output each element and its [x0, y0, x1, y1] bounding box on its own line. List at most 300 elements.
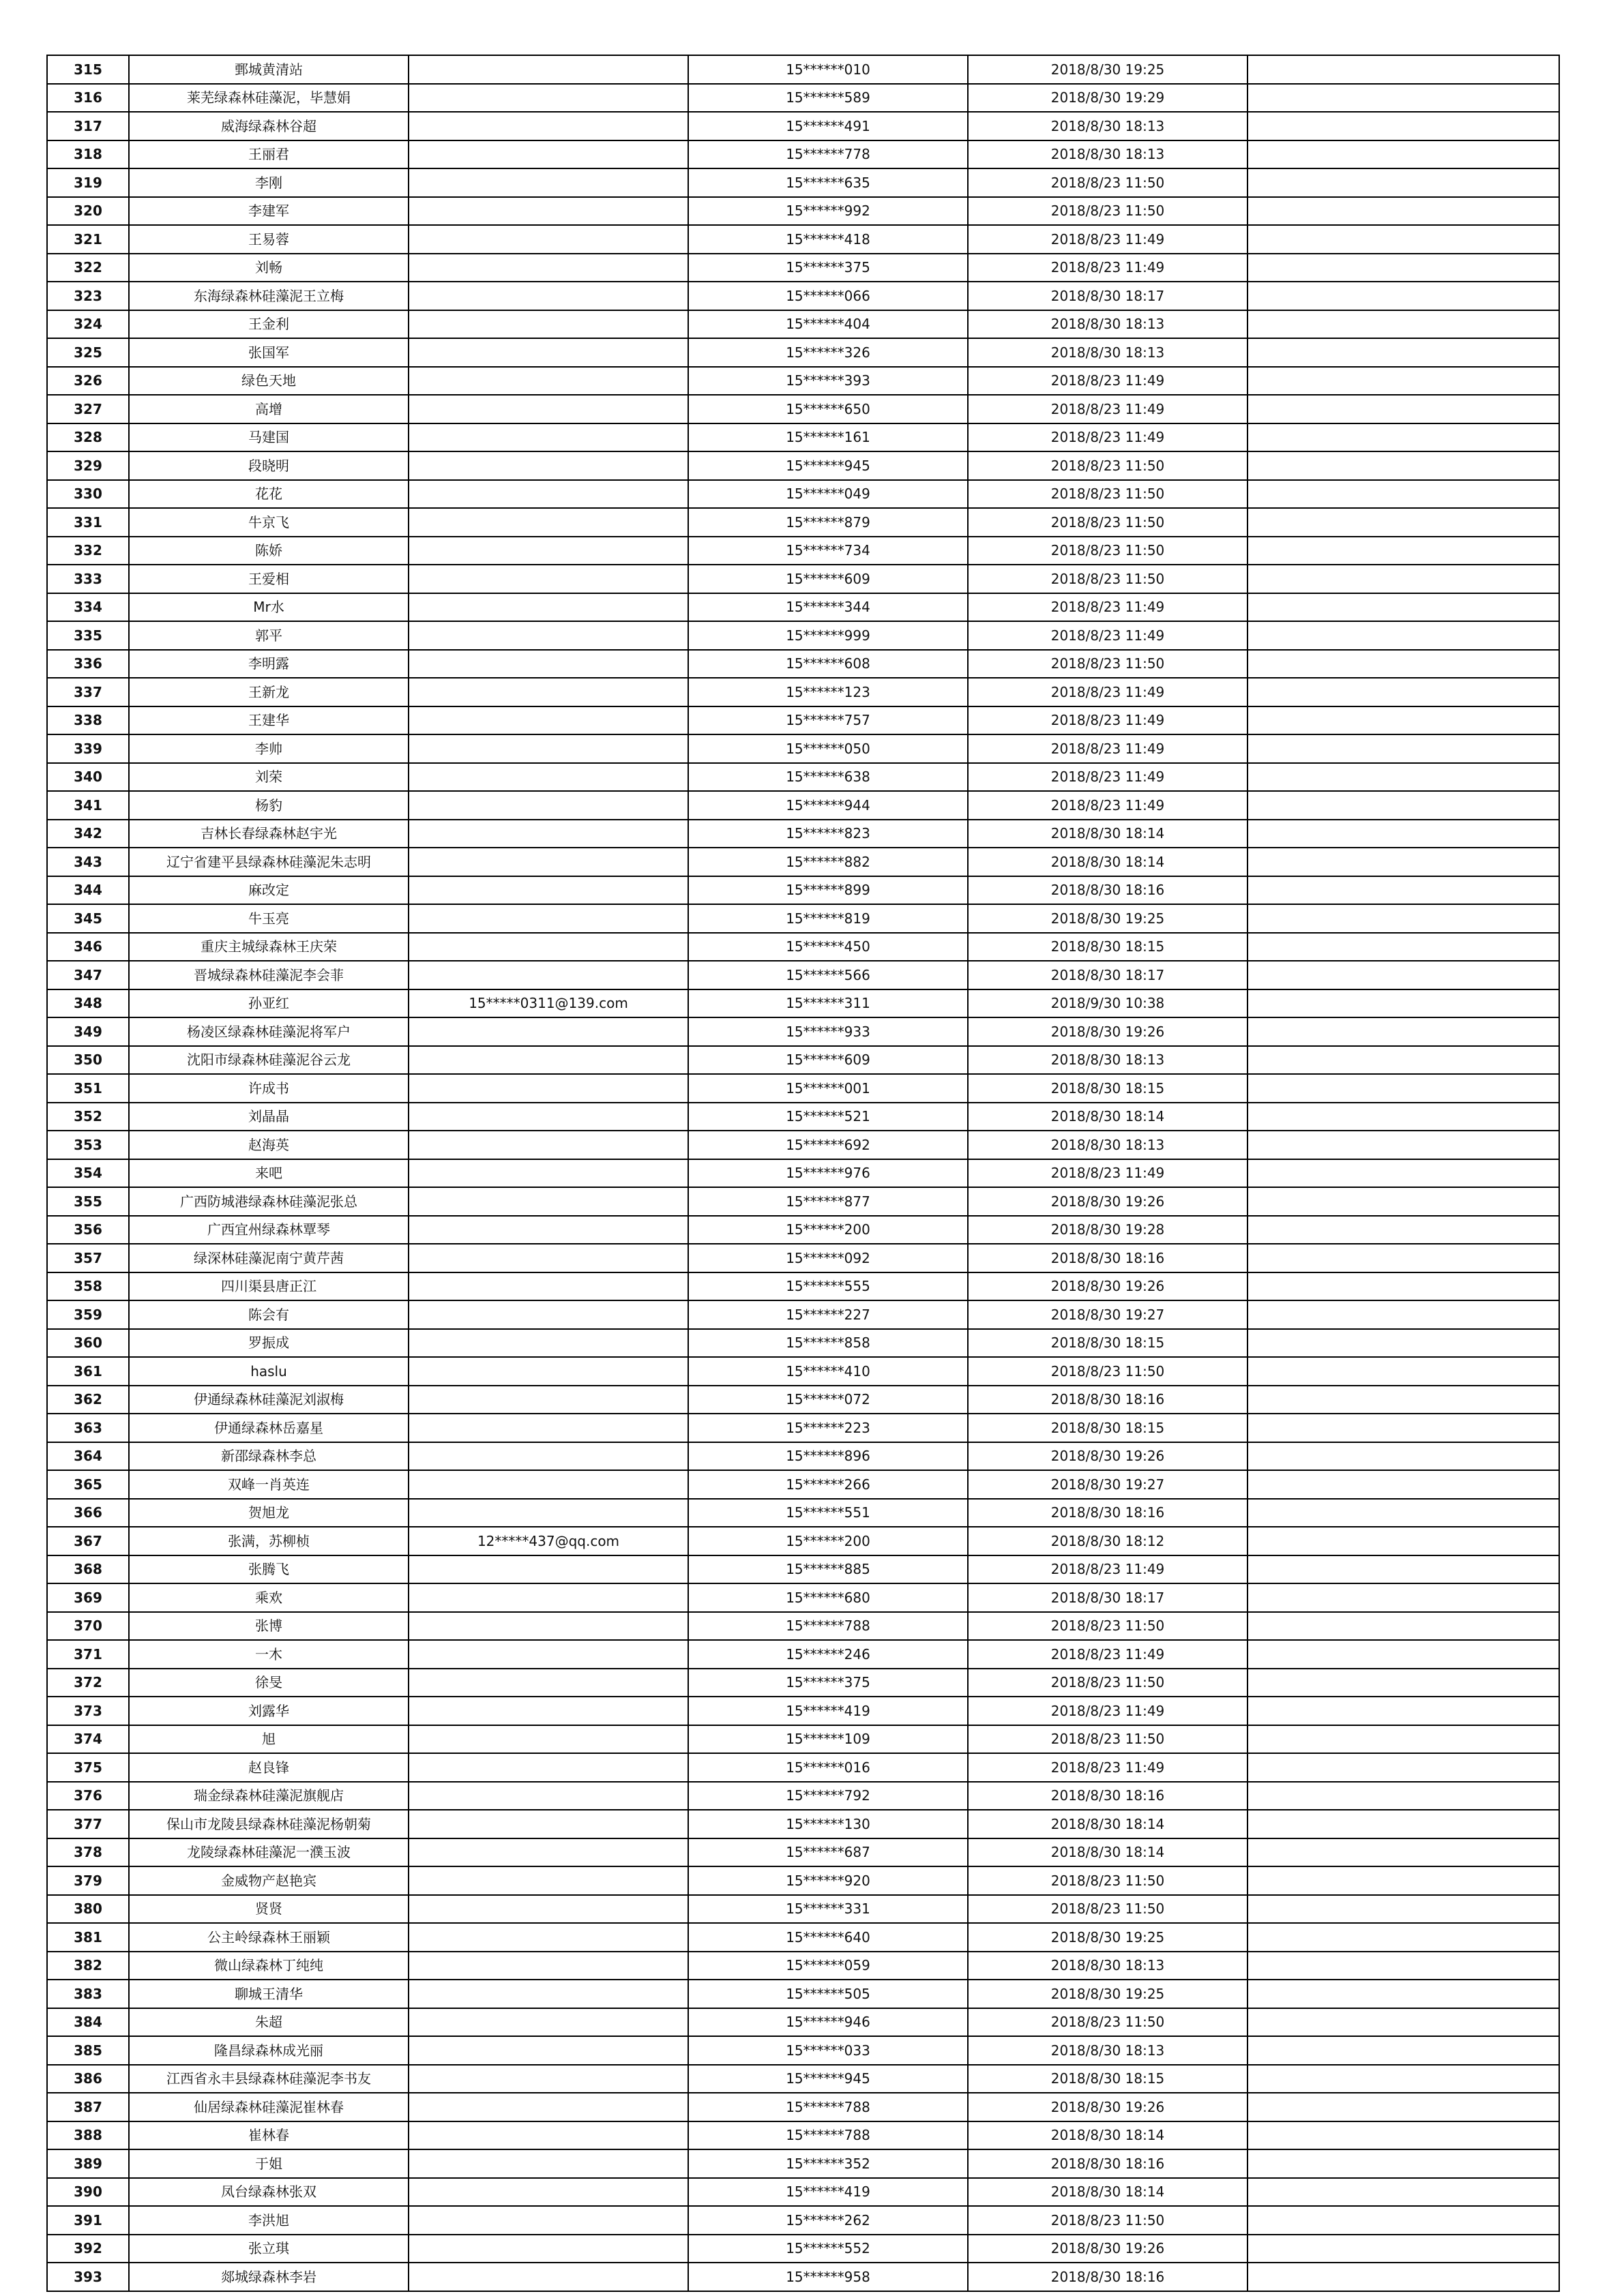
cell-phone: 15******344: [688, 593, 968, 622]
cell-row-number: 387: [47, 2093, 129, 2121]
cell-email: [409, 1386, 688, 1414]
cell-email: [409, 395, 688, 423]
cell-phone: 15******680: [688, 1583, 968, 1612]
cell-extra: [1247, 593, 1559, 622]
cell-name: 赵海英: [129, 1131, 409, 1159]
cell-timestamp: 2018/8/23 11:49: [968, 367, 1247, 396]
cell-timestamp: 2018/8/23 11:49: [968, 706, 1247, 735]
cell-extra: [1247, 1697, 1559, 1725]
cell-row-number: 346: [47, 933, 129, 961]
data-table: [46, 55, 1560, 2292]
table-row: [47, 1583, 1559, 1612]
cell-timestamp: 2018/8/23 11:49: [968, 1753, 1247, 1782]
cell-timestamp: 2018/8/23 11:50: [968, 168, 1247, 197]
cell-row-number: 327: [47, 395, 129, 423]
cell-row-number: 320: [47, 197, 129, 226]
cell-email: [409, 1329, 688, 1358]
cell-phone: 15******823: [688, 820, 968, 848]
table-row: [47, 1499, 1559, 1527]
table-row: [47, 1103, 1559, 1131]
cell-phone: 15******227: [688, 1300, 968, 1329]
cell-email: [409, 338, 688, 367]
cell-phone: 15******650: [688, 395, 968, 423]
cell-name: 威海绿森林谷超: [129, 112, 409, 140]
cell-row-number: 371: [47, 1640, 129, 1669]
cell-row-number: 338: [47, 706, 129, 735]
table-row: [47, 197, 1559, 226]
cell-email: [409, 763, 688, 792]
table-row: [47, 1753, 1559, 1782]
cell-email: [409, 1555, 688, 1584]
cell-extra: [1247, 1272, 1559, 1301]
cell-phone: 15******858: [688, 1329, 968, 1358]
cell-email: [409, 1187, 688, 1216]
cell-extra: [1247, 1669, 1559, 1697]
cell-row-number: 368: [47, 1555, 129, 1584]
cell-name: 王金利: [129, 310, 409, 339]
cell-row-number: 358: [47, 1272, 129, 1301]
cell-name: 牛京飞: [129, 508, 409, 537]
cell-timestamp: 2018/8/30 18:13: [968, 1952, 1247, 1980]
cell-name: 徐旻: [129, 1669, 409, 1697]
cell-name: 郯城绿森林李岩: [129, 2263, 409, 2291]
cell-extra: [1247, 961, 1559, 989]
cell-timestamp: 2018/8/30 18:17: [968, 1583, 1247, 1612]
cell-email: [409, 140, 688, 169]
cell-timestamp: 2018/8/30 18:16: [968, 1499, 1247, 1527]
cell-email: [409, 1782, 688, 1810]
cell-email: [409, 1612, 688, 1641]
cell-row-number: 386: [47, 2065, 129, 2093]
cell-row-number: 367: [47, 1527, 129, 1555]
cell-timestamp: 2018/8/23 11:50: [968, 451, 1247, 480]
table-row: [47, 225, 1559, 254]
table-row: [47, 2263, 1559, 2291]
cell-timestamp: 2018/8/30 18:13: [968, 2036, 1247, 2065]
cell-extra: [1247, 1725, 1559, 1754]
cell-timestamp: 2018/8/30 19:26: [968, 1187, 1247, 1216]
cell-phone: 15******266: [688, 1470, 968, 1499]
table-row: [47, 1216, 1559, 1244]
cell-extra: [1247, 1952, 1559, 1980]
cell-row-number: 380: [47, 1895, 129, 1924]
cell-email: [409, 1669, 688, 1697]
cell-timestamp: 2018/8/23 11:50: [968, 565, 1247, 593]
cell-name: 瑞金绿森林硅藻泥旗舰店: [129, 1782, 409, 1810]
cell-email: [409, 2263, 688, 2291]
cell-name: 新邵绿森林李总: [129, 1442, 409, 1471]
cell-extra: [1247, 2036, 1559, 2065]
cell-timestamp: 2018/8/30 18:16: [968, 2263, 1247, 2291]
cell-extra: [1247, 225, 1559, 254]
cell-email: [409, 2065, 688, 2093]
cell-row-number: 333: [47, 565, 129, 593]
cell-extra: [1247, 933, 1559, 961]
cell-extra: [1247, 565, 1559, 593]
cell-phone: 15******375: [688, 254, 968, 282]
table-row: [47, 1810, 1559, 1838]
cell-email: [409, 537, 688, 565]
table-row: [47, 168, 1559, 197]
table-row: [47, 1923, 1559, 1952]
table-row: [47, 1697, 1559, 1725]
cell-email: [409, 621, 688, 650]
cell-name: 麻改定: [129, 876, 409, 905]
cell-email: [409, 1074, 688, 1103]
cell-timestamp: 2018/8/30 18:13: [968, 338, 1247, 367]
cell-name: 王建华: [129, 706, 409, 735]
cell-timestamp: 2018/8/30 19:25: [968, 55, 1247, 84]
cell-timestamp: 2018/8/23 11:50: [968, 2008, 1247, 2037]
table-row: [47, 1074, 1559, 1103]
cell-extra: [1247, 621, 1559, 650]
cell-extra: [1247, 1300, 1559, 1329]
cell-row-number: 324: [47, 310, 129, 339]
cell-extra: [1247, 791, 1559, 820]
cell-timestamp: 2018/8/30 18:15: [968, 933, 1247, 961]
table-row: [47, 310, 1559, 339]
cell-email: 12*****437@qq.com: [409, 1527, 688, 1555]
cell-phone: 15******946: [688, 2008, 968, 2037]
cell-phone: 15******072: [688, 1386, 968, 1414]
cell-timestamp: 2018/8/30 18:14: [968, 2178, 1247, 2207]
cell-phone: 15******393: [688, 367, 968, 396]
cell-email: [409, 593, 688, 622]
cell-name: 高增: [129, 395, 409, 423]
cell-email: [409, 678, 688, 706]
cell-row-number: 321: [47, 225, 129, 254]
cell-email: [409, 2206, 688, 2235]
cell-timestamp: 2018/8/30 18:14: [968, 820, 1247, 848]
table-row: [47, 140, 1559, 169]
cell-row-number: 370: [47, 1612, 129, 1641]
cell-timestamp: 2018/8/23 11:50: [968, 650, 1247, 679]
table-row: [47, 706, 1559, 735]
cell-extra: [1247, 1216, 1559, 1244]
table-row: [47, 820, 1559, 848]
cell-extra: [1247, 451, 1559, 480]
cell-timestamp: 2018/8/30 19:26: [968, 1442, 1247, 1471]
cell-extra: [1247, 1866, 1559, 1895]
cell-extra: [1247, 84, 1559, 113]
cell-phone: 15******450: [688, 933, 968, 961]
cell-name: 广西防城港绿森林硅藻泥张总: [129, 1187, 409, 1216]
cell-email: [409, 451, 688, 480]
cell-name: 王新龙: [129, 678, 409, 706]
cell-email: [409, 820, 688, 848]
cell-row-number: 388: [47, 2121, 129, 2150]
cell-row-number: 331: [47, 508, 129, 537]
table-row: [47, 338, 1559, 367]
table-row: [47, 1725, 1559, 1754]
cell-extra: [1247, 1414, 1559, 1442]
cell-email: [409, 1357, 688, 1386]
cell-phone: 15******638: [688, 763, 968, 792]
cell-row-number: 392: [47, 2235, 129, 2263]
cell-timestamp: 2018/8/30 18:16: [968, 2149, 1247, 2178]
cell-email: [409, 961, 688, 989]
table-row: [47, 678, 1559, 706]
cell-timestamp: 2018/8/23 11:49: [968, 254, 1247, 282]
cell-name: 孙亚红: [129, 989, 409, 1018]
cell-name: 马建国: [129, 423, 409, 452]
cell-name: 杨凌区绿森林硅藻泥将军户: [129, 1017, 409, 1046]
cell-timestamp: 2018/8/23 11:49: [968, 593, 1247, 622]
cell-name: 赵良锋: [129, 1753, 409, 1782]
cell-name: 陈会有: [129, 1300, 409, 1329]
cell-phone: 15******200: [688, 1216, 968, 1244]
cell-phone: 15******555: [688, 1272, 968, 1301]
cell-row-number: 342: [47, 820, 129, 848]
cell-name: 杨豹: [129, 791, 409, 820]
table-row: [47, 1640, 1559, 1669]
cell-phone: 15******899: [688, 876, 968, 905]
table-row: [47, 1952, 1559, 1980]
cell-timestamp: 2018/8/30 18:14: [968, 1810, 1247, 1838]
table-row: [47, 1300, 1559, 1329]
cell-phone: 15******311: [688, 989, 968, 1018]
table-row: [47, 1527, 1559, 1555]
table-row: [47, 508, 1559, 537]
cell-email: [409, 1838, 688, 1867]
cell-timestamp: 2018/8/30 19:29: [968, 84, 1247, 113]
cell-phone: 15******092: [688, 1244, 968, 1272]
cell-row-number: 337: [47, 678, 129, 706]
cell-email: [409, 848, 688, 876]
cell-row-number: 316: [47, 84, 129, 113]
cell-extra: [1247, 2008, 1559, 2037]
cell-name: 张国军: [129, 338, 409, 367]
cell-extra: [1247, 1753, 1559, 1782]
table-row: [47, 1244, 1559, 1272]
cell-row-number: 378: [47, 1838, 129, 1867]
cell-timestamp: 2018/8/30 19:28: [968, 1216, 1247, 1244]
cell-phone: 15******609: [688, 1046, 968, 1075]
cell-phone: 15******331: [688, 1895, 968, 1924]
table-row: [47, 565, 1559, 593]
cell-timestamp: 2018/8/30 19:25: [968, 904, 1247, 933]
cell-phone: 15******418: [688, 225, 968, 254]
cell-email: [409, 1216, 688, 1244]
cell-email: [409, 734, 688, 763]
cell-email: [409, 1414, 688, 1442]
cell-phone: 15******999: [688, 621, 968, 650]
cell-timestamp: 2018/8/30 19:26: [968, 1272, 1247, 1301]
cell-phone: 15******692: [688, 1131, 968, 1159]
table-row: [47, 2149, 1559, 2178]
cell-name: 广西宜州绿森林覃琴: [129, 1216, 409, 1244]
cell-row-number: 364: [47, 1442, 129, 1471]
table-row: [47, 1414, 1559, 1442]
cell-phone: 15******521: [688, 1103, 968, 1131]
table-row: [47, 621, 1559, 650]
cell-name: 段晓明: [129, 451, 409, 480]
table-body: [47, 55, 1559, 2291]
cell-name: 郭平: [129, 621, 409, 650]
cell-timestamp: 2018/8/30 18:15: [968, 2065, 1247, 2093]
table-row: [47, 55, 1559, 84]
cell-phone: 15******819: [688, 904, 968, 933]
cell-timestamp: 2018/8/30 19:26: [968, 2093, 1247, 2121]
cell-extra: [1247, 848, 1559, 876]
cell-email: [409, 367, 688, 396]
cell-row-number: 325: [47, 338, 129, 367]
cell-row-number: 357: [47, 1244, 129, 1272]
cell-timestamp: 2018/8/30 18:16: [968, 1782, 1247, 1810]
cell-extra: [1247, 1442, 1559, 1471]
cell-name: 李建军: [129, 197, 409, 226]
cell-extra: [1247, 197, 1559, 226]
cell-timestamp: 2018/8/23 11:50: [968, 1612, 1247, 1641]
cell-timestamp: 2018/8/30 18:16: [968, 876, 1247, 905]
cell-name: Mr水: [129, 593, 409, 622]
cell-extra: [1247, 480, 1559, 509]
table-row: [47, 1612, 1559, 1641]
cell-email: [409, 2093, 688, 2121]
cell-extra: [1247, 338, 1559, 367]
cell-phone: 15******033: [688, 2036, 968, 2065]
cell-phone: 15******130: [688, 1810, 968, 1838]
cell-phone: 15******200: [688, 1527, 968, 1555]
cell-extra: [1247, 367, 1559, 396]
cell-extra: [1247, 904, 1559, 933]
table-row: [47, 254, 1559, 282]
cell-name: 隆昌绿森林成光丽: [129, 2036, 409, 2065]
cell-name: 张腾飞: [129, 1555, 409, 1584]
cell-name: 公主岭绿森林王丽颖: [129, 1923, 409, 1952]
cell-phone: 15******944: [688, 791, 968, 820]
table-row: [47, 2121, 1559, 2150]
cell-timestamp: 2018/8/30 18:14: [968, 2121, 1247, 2150]
cell-phone: 15******933: [688, 1017, 968, 1046]
cell-timestamp: 2018/8/23 11:49: [968, 1555, 1247, 1584]
table-row: [47, 1329, 1559, 1358]
table-row: [47, 904, 1559, 933]
cell-extra: [1247, 2235, 1559, 2263]
cell-row-number: 377: [47, 1810, 129, 1838]
cell-email: [409, 1753, 688, 1782]
cell-timestamp: 2018/8/23 11:50: [968, 480, 1247, 509]
table-row: [47, 395, 1559, 423]
cell-name: 金威物产赵艳宾: [129, 1866, 409, 1895]
cell-extra: [1247, 508, 1559, 537]
cell-email: [409, 112, 688, 140]
cell-extra: [1247, 1612, 1559, 1641]
cell-timestamp: 2018/8/23 11:50: [968, 537, 1247, 565]
cell-email: [409, 565, 688, 593]
table-row: [47, 1046, 1559, 1075]
cell-timestamp: 2018/8/30 18:13: [968, 1131, 1247, 1159]
table-row: [47, 1131, 1559, 1159]
table-row: [47, 2206, 1559, 2235]
cell-timestamp: 2018/8/23 11:49: [968, 225, 1247, 254]
cell-email: [409, 1583, 688, 1612]
cell-timestamp: 2018/8/30 19:26: [968, 1017, 1247, 1046]
table-row: [47, 537, 1559, 565]
cell-name: 辽宁省建平县绿森林硅藻泥朱志明: [129, 848, 409, 876]
table-row: [47, 1187, 1559, 1216]
cell-timestamp: 2018/8/23 11:50: [968, 508, 1247, 537]
cell-phone: 15******552: [688, 2235, 968, 2263]
cell-email: [409, 254, 688, 282]
table-row: [47, 2235, 1559, 2263]
cell-row-number: 351: [47, 1074, 129, 1103]
table-row: [47, 593, 1559, 622]
cell-phone: 15******223: [688, 1414, 968, 1442]
cell-name: 江西省永丰县绿森林硅藻泥李书友: [129, 2065, 409, 2093]
cell-row-number: 343: [47, 848, 129, 876]
cell-name: 王爱相: [129, 565, 409, 593]
cell-extra: [1247, 2121, 1559, 2150]
cell-name: 伊通绿森林硅藻泥刘淑梅: [129, 1386, 409, 1414]
cell-phone: 15******879: [688, 508, 968, 537]
cell-extra: [1247, 1329, 1559, 1358]
cell-timestamp: 2018/8/30 19:27: [968, 1470, 1247, 1499]
cell-name: 微山绿森林丁纯纯: [129, 1952, 409, 1980]
table-row: [47, 1782, 1559, 1810]
cell-name: 李帅: [129, 734, 409, 763]
cell-extra: [1247, 1017, 1559, 1046]
cell-phone: 15******778: [688, 140, 968, 169]
cell-row-number: 375: [47, 1753, 129, 1782]
table-row: [47, 876, 1559, 905]
table-row: [47, 1838, 1559, 1867]
cell-extra: [1247, 254, 1559, 282]
table-row: [47, 763, 1559, 792]
cell-row-number: 365: [47, 1470, 129, 1499]
cell-row-number: 379: [47, 1866, 129, 1895]
cell-phone: 15******016: [688, 1753, 968, 1782]
cell-phone: 15******734: [688, 537, 968, 565]
cell-email: [409, 933, 688, 961]
cell-name: 双峰一肖英连: [129, 1470, 409, 1499]
cell-row-number: 315: [47, 55, 129, 84]
table-row: [47, 848, 1559, 876]
cell-email: [409, 1499, 688, 1527]
cell-extra: [1247, 2178, 1559, 2207]
table-row: [47, 2036, 1559, 2065]
cell-phone: 15******491: [688, 112, 968, 140]
cell-row-number: 341: [47, 791, 129, 820]
table-row: [47, 1470, 1559, 1499]
cell-email: [409, 1725, 688, 1754]
cell-phone: 15******608: [688, 650, 968, 679]
cell-email: [409, 508, 688, 537]
cell-timestamp: 2018/8/23 11:50: [968, 197, 1247, 226]
cell-extra: [1247, 1810, 1559, 1838]
cell-row-number: 383: [47, 1980, 129, 2008]
cell-phone: 15******757: [688, 706, 968, 735]
cell-name: 莱芜绿森林硅藻泥，毕慧娟: [129, 84, 409, 113]
cell-name: haslu: [129, 1357, 409, 1386]
cell-email: [409, 904, 688, 933]
cell-extra: [1247, 537, 1559, 565]
cell-name: 李洪旭: [129, 2206, 409, 2235]
table-row: [47, 451, 1559, 480]
cell-name: 刘畅: [129, 254, 409, 282]
cell-phone: 15******882: [688, 848, 968, 876]
cell-phone: 15******375: [688, 1669, 968, 1697]
cell-email: [409, 1923, 688, 1952]
cell-extra: [1247, 395, 1559, 423]
cell-phone: 15******419: [688, 2178, 968, 2207]
cell-email: [409, 1442, 688, 1471]
cell-email: [409, 423, 688, 452]
cell-extra: [1247, 168, 1559, 197]
cell-row-number: 336: [47, 650, 129, 679]
cell-row-number: 381: [47, 1923, 129, 1952]
cell-extra: [1247, 1527, 1559, 1555]
